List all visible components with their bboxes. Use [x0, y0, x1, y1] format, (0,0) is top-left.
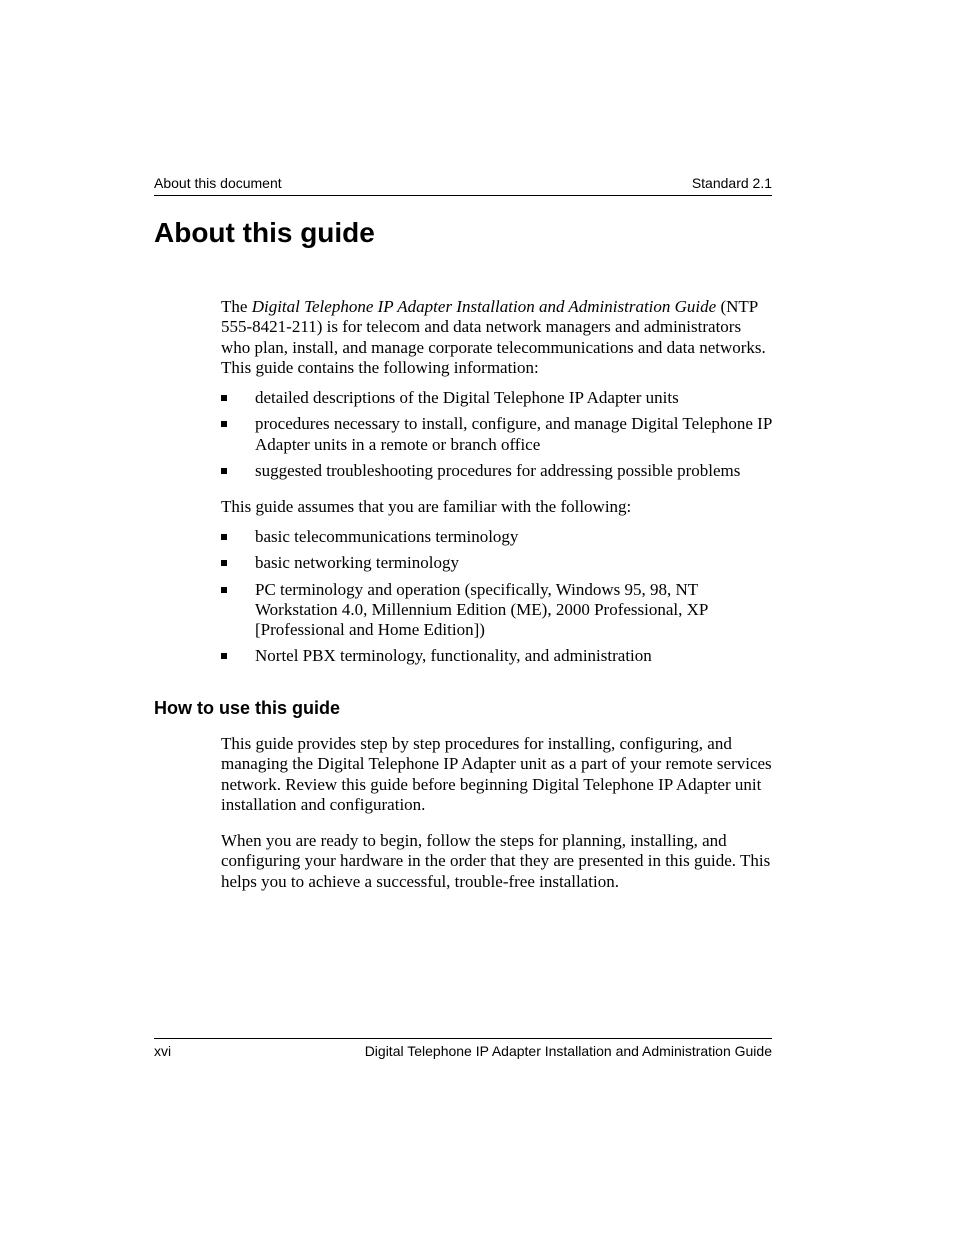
list-item-text: detailed descriptions of the Digital Telephone IP Adapter units	[255, 388, 679, 407]
bullet-icon	[221, 534, 227, 540]
bullet-icon	[221, 395, 227, 401]
list-item	[221, 553, 772, 573]
list-item	[221, 527, 772, 547]
bullet-icon	[221, 587, 227, 593]
book-title: Digital Telephone IP Adapter Installation and Administration Guide	[251, 297, 717, 316]
assumes-paragraph: This guide assumes that you are familiar with the following:	[221, 497, 632, 516]
assumes-list	[221, 527, 772, 667]
running-footer	[154, 1038, 772, 1063]
bullet-icon	[221, 653, 227, 659]
list-item-text: procedures necessary to install, configure, and manage Digital Telephone IP Adapter units in a remote or branch office	[255, 414, 772, 454]
assumes-list-section	[221, 527, 772, 667]
how-to-paragraph-2: When you are ready to begin, follow the steps for planning, installing, and configuring your hardware in the order that they are presented in this guide. This helps you to achieve a successful, trouble-free installation.	[221, 831, 771, 891]
bullet-icon	[221, 468, 227, 474]
list-item	[221, 414, 772, 455]
intro-paragraph	[221, 297, 772, 378]
intro-section	[221, 297, 772, 378]
how-to-section	[221, 734, 772, 892]
list-item-text: suggested troubleshooting procedures for addressing possible problems	[255, 460, 741, 480]
contents-list-section	[221, 388, 772, 481]
list-item-text: basic networking terminology	[255, 553, 459, 573]
bullet-icon	[221, 560, 227, 566]
list-item	[221, 580, 772, 641]
footer-book-title: Digital Telephone IP Adapter Installation and Administration Guide	[364, 1043, 772, 1059]
intro-post: (NTP 555-8421-211) is for telecom and data network managers and administrators who plan, install, and manage corporate telecommunications and data networks. This guide contains the following information:	[221, 297, 766, 377]
section-heading: How to use this guide	[154, 698, 341, 718]
page-title: About this guide	[154, 217, 375, 248]
header-standard-version: Standard 2.1	[691, 175, 772, 191]
intro-pre: The	[221, 297, 252, 316]
contents-list	[221, 388, 772, 481]
list-item	[221, 388, 772, 408]
list-item-text: PC terminology and operation (specifically, Windows 95, 98, NT Workstation 4.0, Millennium Edition (ME), 2000 Professional, XP [Professional and Home Edition])	[255, 579, 708, 640]
assumes-section	[221, 497, 772, 517]
running-header	[154, 174, 772, 196]
list-item-text: Nortel PBX terminology, functionality, and administration	[255, 646, 652, 666]
page-number: xvi	[154, 1043, 172, 1059]
document-page	[154, 0, 772, 1235]
list-item-text: basic telecommunications terminology	[255, 527, 519, 546]
how-to-paragraph-1: This guide provides step by step procedures for installing, configuring, and managing the Digital Telephone IP Adapter unit as a part of your remote services network. Review this guide before beginning Digital Telephone IP Adapter unit installation and configuration.	[221, 734, 772, 814]
bullet-icon	[221, 421, 227, 427]
header-section-name: About this document	[154, 175, 282, 191]
list-item	[221, 461, 772, 481]
list-item	[221, 646, 772, 666]
